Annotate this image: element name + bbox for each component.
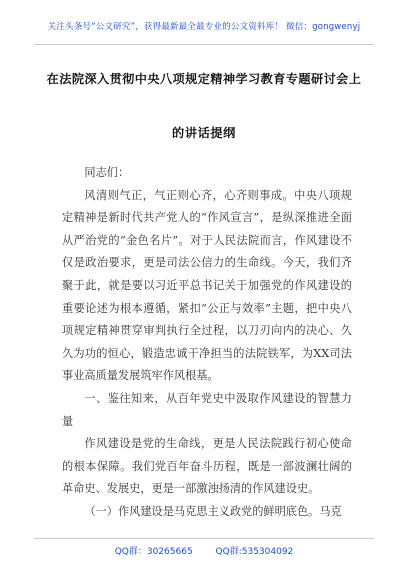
- footer-divider: [34, 538, 374, 539]
- footer: [0, 544, 408, 557]
- document-title-line1: 在法院深入贯彻中央八项规定精神学习教育专题研讨会上: [46, 72, 362, 86]
- footer-qq-group-1: QQ群：30265665: [114, 547, 193, 557]
- salutation: 同志们：: [84, 166, 130, 179]
- header-divider: [34, 44, 374, 45]
- document-title-line2: 的讲话提纲: [172, 126, 236, 140]
- footer-qq-group-2: QQ群:535304092: [215, 547, 294, 557]
- subsection-paragraph-1: （一）作风建设是马克思主义政党的鲜明底色。马克: [84, 504, 342, 518]
- intro-paragraph: 风清则气正，气正则心齐，心齐则事成。中央八项规定精神是新时代共产党人的“作风宣言”，是纵深推进全面从严治党的“金色名片”。对于人民法院而言，作风建设不仅是政治要求，更是司法公信力的生命线。今天，我们齐聚于此，就是要以习近平总书记关于加强党的作风建设的重要论述为根本遵循，紧扣“公正与效率”主题，把中央八项规定精神贯穿审判执行全过程，以刀刃向内的决心、久久为功的恒心，锻造忠诚干净担当的法院铁军，为XX司法事业高质量发展筑牢作风根基。: [62, 188, 352, 383]
- section-heading-1: 一、鉴往知来，从百年党史中汲取作风建设的智慧力量: [62, 391, 352, 428]
- header-banner: 关注头条号“公文研究”，获得最新最全最专业的公文资料库！ 微信：gongwenyj: [47, 22, 361, 32]
- document-body: [62, 162, 352, 524]
- section-paragraph-1: 作风建设是党的生命线，更是人民法院践行初心使命的根本保障。我们党百年奋斗历程，既是一部波澜壮阔的革命史、发展史，更是一部激浊扬清的作风建设史。: [62, 437, 352, 496]
